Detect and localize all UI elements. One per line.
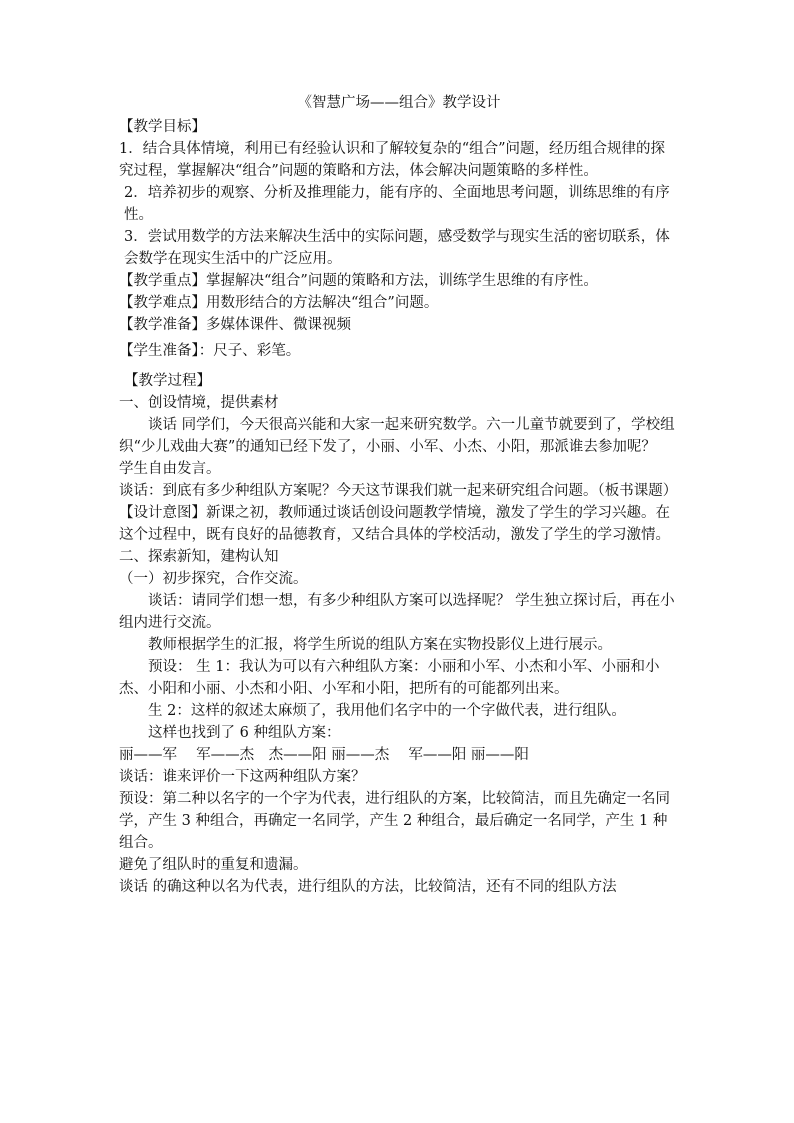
objective-3: 3．尝试用数学的方法来解决生活中的实际问题，感受数学与现实生活的密切联系，体会数学在现实生活中的广泛应用。 (124, 229, 670, 267)
avoid-repetition: 避免了组队时的重复和遗漏。 (119, 857, 308, 873)
preset-answer: 预设：第二种以名字的一个字为代表，进行组队的方案，比较简洁，而且先确定一名同学，产生 3 种组合，再确定一名同学，产生 2 种组合，最后确定一名同学，产生 1 种组合。 (119, 791, 670, 851)
difficulties: 【教学难点】用数形结合的方法解决“组合”问题。 (119, 295, 439, 311)
document-page (119, 92, 679, 898)
part-one-heading: 一、创设情境，提供素材 (119, 395, 279, 411)
intro-talk: 谈话 同学们，今天很高兴能和大家一起来研究数学。六一儿童节就要到了，学校组织“少儿戏曲大赛”的通知已经下发了，小丽、小军、小杰、小阳，那派谁去参加呢？ (119, 417, 675, 455)
talk-question: 谈话：到底有多少种组队方案呢？今天这节课我们就一起来研究组合问题。（板书课题） (119, 483, 678, 499)
objective-1: 1．结合具体情境，利用已有经验认识和了解较复杂的“组合”问题，经历组合规律的探究过程，掌握解决“组合”问题的策略和方法，体会解决问题策略的多样性。 (119, 141, 666, 179)
student-1-answer: 预设： 生 1：我认为可以有六种组队方案：小丽和小军、小杰和小军、小丽和小杰、小阳和小丽、小杰和小阳、小军和小阳，把所有的可能都列出来。 (119, 659, 660, 697)
design-intent: 【设计意图】新课之初，教师通过谈话创设问题教学情境，激发了学生的学习兴趣。在这个过程中，既有良好的品德教育，又结合具体的学校活动，激发了学生的学习激情。 (119, 505, 670, 543)
free-discussion: 学生自由发言。 (119, 461, 221, 477)
six-plans-intro: 这样也找到了 6 种组队方案： (148, 725, 341, 741)
student-2-answer: 生 2：这样的叙述太麻烦了，我用他们名字中的一个字做代表，进行组队。 (148, 703, 626, 719)
student-preparation: 【学生准备】：尺子、彩笔。 (119, 343, 301, 359)
evaluate-talk: 谈话：谁来评价一下这两种组队方案？ (119, 769, 366, 785)
section-heading-process: 【教学过程】 (124, 373, 211, 389)
pair-list: 丽——军 军——杰 杰——阳 丽——杰 军——阳 丽——阳 (119, 747, 529, 763)
closing-talk: 谈话 的确这种以名为代表，进行组队的方法，比较简洁，还有不同的组队方法 (119, 879, 617, 895)
objective-2: 2．培养初步的观察、分析及推理能力，能有序的、全面地思考问题，训练思维的有序性。 (124, 185, 670, 223)
teacher-display: 教师根据学生的汇报，将学生所说的组队方案在实物投影仪上进行展示。 (148, 637, 612, 653)
explore-talk: 谈话：请同学们想一想，有多少种组队方案可以选择呢？ 学生独立探讨后，再在小组内进行交流。 (119, 593, 675, 631)
key-points: 【教学重点】掌握解决“组合”问题的策略和方法，训练学生思维的有序性。 (119, 273, 598, 289)
part-two-heading: 二、探索新知，建构认知 (119, 549, 279, 565)
teacher-preparation: 【教学准备】多媒体课件、微课视频 (119, 317, 351, 333)
document-title: 《智慧广场——组合》教学设计 (297, 95, 501, 111)
sub-part-one-heading: （一）初步探究，合作交流。 (119, 571, 308, 587)
section-heading-objectives: 【教学目标】 (119, 119, 206, 135)
